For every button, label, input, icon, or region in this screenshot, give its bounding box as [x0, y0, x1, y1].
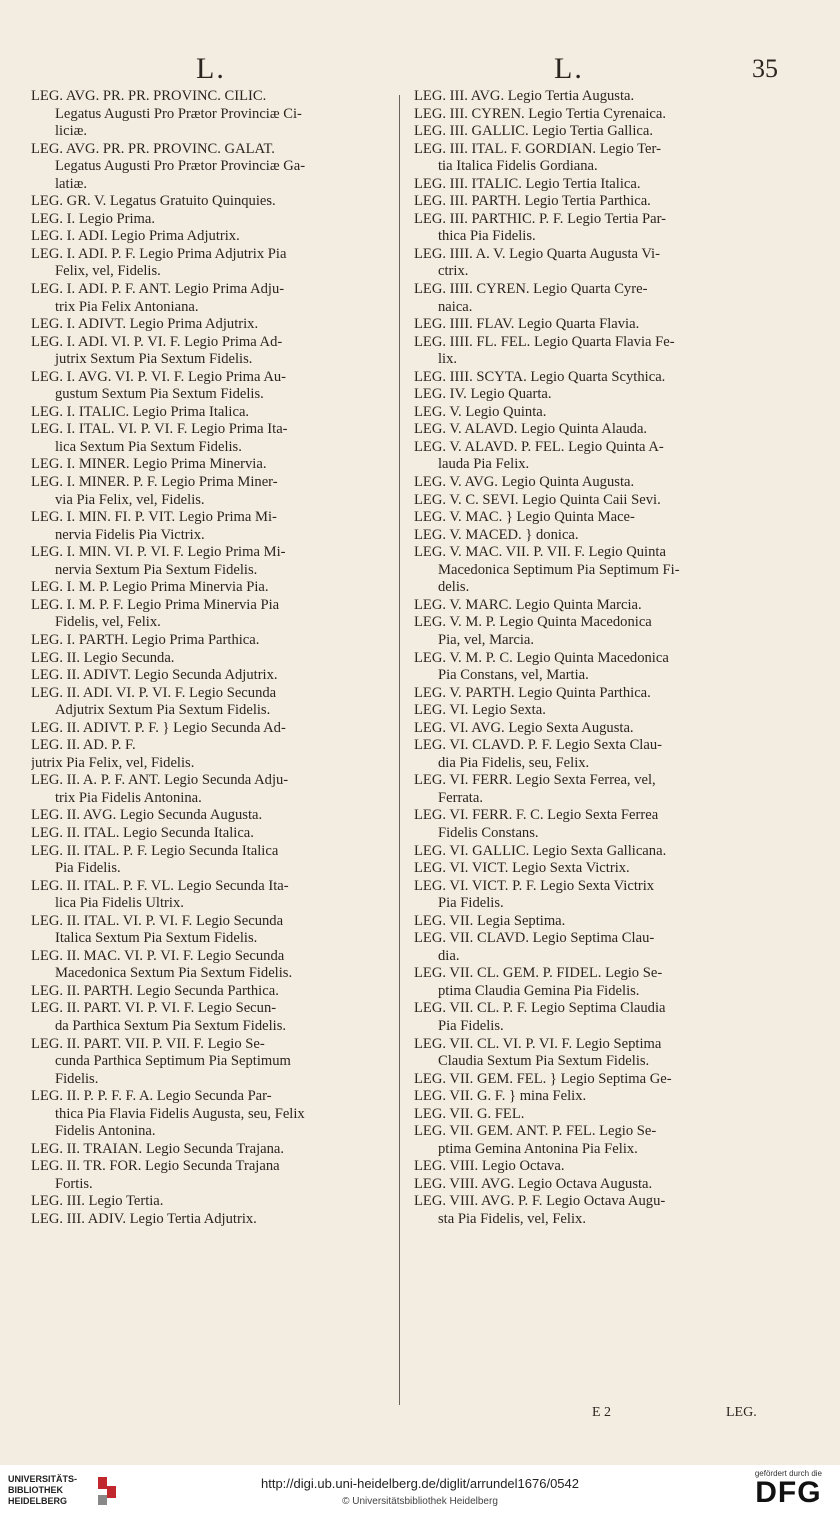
entry-abbreviation-line: LEG. AVG. PR. PR. PROVINC. CILIC. [31, 88, 267, 104]
entry-abbreviation-line: LEG. V. MARC. Legio Quinta Marcia. [414, 596, 642, 613]
legion-entry [31, 667, 391, 685]
legion-entry [414, 720, 772, 738]
entry-abbreviation-line: LEG. III. ITALIC. Legio Tertia Italica. [414, 175, 641, 192]
legion-entry [31, 334, 391, 369]
entry-continuation-line: Fidelis, vel, Felix. [55, 614, 161, 631]
entry-continuation-line: tia Italica Fidelis Gordiana. [438, 158, 598, 175]
entry-abbreviation-line: LEG. II. Legio Secunda. [31, 649, 175, 666]
entry-abbreviation-line: LEG. V. ALAVD. Legio Quinta Alauda. [414, 421, 648, 438]
entry-continuation-line: liciæ. [55, 123, 88, 140]
legion-entry [414, 702, 772, 720]
entry-continuation-line: Legatus Augusti Pro Prætor Provinciæ Ci- [55, 105, 302, 122]
entry-abbreviation-line: LEG. III. GALLIC. Legio Tertia Gallica. [414, 123, 654, 140]
entry-abbreviation-line: LEG. III. PARTHIC. P. F. Legio Tertia Par- [414, 210, 667, 227]
legion-entry [414, 421, 772, 439]
legion-entry [31, 737, 391, 755]
legion-entry [31, 404, 391, 422]
legion-entry [31, 1193, 391, 1211]
legion-entry [31, 1036, 391, 1089]
legion-entry [31, 1088, 391, 1141]
entry-continuation-line: sta Pia Fidelis, vel, Felix. [438, 1211, 586, 1227]
legion-entry [414, 913, 772, 931]
entry-continuation-line: ptima Claudia Gemina Pia Fidelis. [438, 982, 640, 999]
entry-abbreviation-line: LEG. V. M. P. C. Legio Quinta Macedonica [414, 649, 669, 666]
entry-abbreviation-line: LEG. VI. VICT. Legio Sexta Victrix. [414, 860, 630, 877]
entry-abbreviation-line: LEG. VI. GALLIC. Legio Sexta Gallicana. [414, 842, 667, 859]
legion-entry [31, 650, 391, 668]
legion-entry [414, 1123, 772, 1158]
entry-abbreviation-line: LEG. VII. GEM. ANT. P. FEL. Legio Se- [414, 1123, 657, 1140]
entry-abbreviation-line: LEG. III. CYREN. Legio Tertia Cyrenaica. [414, 105, 666, 122]
entry-continuation-line: Fidelis Constans. [438, 824, 539, 841]
legion-entry [31, 772, 391, 807]
legion-entry [31, 579, 391, 597]
legion-entry [31, 878, 391, 913]
legion-entry [414, 737, 772, 772]
entry-abbreviation-line: LEG. IIII. CYREN. Legio Quarta Cyre- [414, 281, 648, 298]
legion-entry [414, 386, 772, 404]
entry-abbreviation-line: LEG. V. ALAVD. P. FEL. Legio Quinta A- [414, 438, 664, 455]
entry-continuation-line: Ferrata. [438, 789, 483, 806]
legion-entry [414, 509, 772, 527]
legion-entry [414, 878, 772, 913]
legion-entry [414, 544, 772, 597]
entry-abbreviation-line: LEG. AVG. PR. PR. PROVINC. GALAT. [31, 140, 275, 157]
entry-abbreviation-line: LEG. IIII. FLAV. Legio Quarta Flavia. [414, 316, 640, 333]
source-url-link[interactable]: http://digi.ub.uni-heidelberg.de/diglit/arrundel1676/0542 [260, 1476, 579, 1491]
entry-abbreviation-line: LEG. I. MINER. P. F. Legio Prima Miner- [31, 474, 278, 491]
entry-abbreviation-line: LEG. II. P. P. F. F. A. Legio Secunda Par- [31, 1088, 272, 1105]
entry-abbreviation-line: LEG. II. AD. P. F. [31, 737, 136, 754]
entry-continuation-line: Pia Fidelis. [438, 895, 504, 912]
entry-continuation-line: cunda Parthica Septimum Pia Septimum [55, 1053, 291, 1070]
legion-entry [31, 88, 391, 141]
legion-entry [31, 281, 391, 316]
entry-continuation-line: thica Pia Flavia Fidelis Augusta, seu, Felix [55, 1105, 305, 1122]
entry-abbreviation-line: LEG. VI. AVG. Legio Sexta Augusta. [414, 719, 634, 736]
entry-abbreviation-line: LEG. V. MAC. VII. P. VII. F. Legio Quinta [414, 544, 666, 561]
entry-abbreviation-line: LEG. VII. CL. GEM. P. FIDEL. Legio Se- [414, 965, 663, 982]
entry-abbreviation-line: LEG. V. MACED. } donica. [414, 526, 579, 543]
entry-abbreviation-line: LEG. VII. CL. VI. P. VI. F. Legio Septima [414, 1035, 662, 1052]
entry-continuation-line: gustum Sextum Pia Sextum Fidelis. [55, 386, 264, 403]
entry-continuation-line: dia Pia Fidelis, seu, Felix. [438, 754, 590, 771]
entry-continuation-line: Macedonica Sextum Pia Sextum Fidelis. [55, 965, 293, 982]
entry-abbreviation-line: LEG. I. M. P. Legio Prima Minervia Pia. [31, 579, 269, 596]
legion-entry [414, 492, 772, 510]
legion-entry [31, 141, 391, 194]
entry-continuation-line: nervia Fidelis Pia Victrix. [55, 526, 205, 543]
entry-continuation-line: lica Pia Fidelis Ultrix. [55, 895, 184, 912]
entry-abbreviation-line: LEG. IIII. A. V. Legio Quarta Augusta Vi- [414, 245, 660, 262]
entry-continuation-line: Italica Sextum Pia Sextum Fidelis. [55, 930, 258, 947]
entry-continuation-line: nervia Sextum Pia Sextum Fidelis. [55, 561, 258, 578]
entry-continuation-line: dia. [438, 947, 460, 964]
funded-by-label: gefördert durch die [754, 1469, 822, 1478]
legion-entry [414, 246, 772, 281]
legion-entry [414, 474, 772, 492]
entry-abbreviation-line: LEG. V. MAC. } Legio Quinta Mace- [414, 509, 635, 526]
institution-line-1: UNIVERSITÄTS- [8, 1474, 78, 1484]
entry-abbreviation-line: LEG. IIII. FL. FEL. Legio Quarta Flavia Fe- [414, 333, 675, 350]
entry-abbreviation-line: LEG. I. ADIVT. Legio Prima Adjutrix. [31, 316, 259, 333]
footer-bar [0, 1465, 840, 1519]
entry-abbreviation-line: LEG. I. Legio Prima. [31, 210, 156, 227]
entry-abbreviation-line: LEG. II. AVG. Legio Secunda Augusta. [31, 807, 263, 824]
entry-continuation-line: naica. [438, 298, 473, 315]
entry-abbreviation-line: LEG. VI. CLAVD. P. F. Legio Sexta Clau- [414, 737, 662, 754]
entry-abbreviation-line: LEG. I. PARTH. Legio Prima Parthica. [31, 631, 260, 648]
entry-abbreviation-line: LEG. II. PART. VI. P. VI. F. Legio Secun- [31, 1000, 277, 1017]
dfg-wordmark: DFG [755, 1476, 822, 1509]
entry-abbreviation-line: LEG. II. TRAIAN. Legio Secunda Trajana. [31, 1140, 285, 1157]
entry-abbreviation-line: LEG. II. ITAL. P. F. Legio Secunda Italica [31, 842, 279, 859]
entry-continuation-line: Adjutrix Sextum Pia Sextum Fidelis. [55, 702, 271, 719]
entry-continuation-line: latiæ. [55, 175, 88, 192]
entry-continuation-line: Pia Fidelis. [55, 860, 121, 877]
legion-entry [31, 474, 391, 509]
legion-entry [414, 527, 772, 545]
entry-abbreviation-line: LEG. IV. Legio Quarta. [414, 386, 552, 403]
entry-continuation-line: lauda Pia Felix. [438, 456, 530, 473]
legion-entry [31, 1000, 391, 1035]
entry-abbreviation-line: LEG. VII. G. F. } mina Felix. [414, 1088, 587, 1105]
legion-entry [414, 614, 772, 649]
entry-abbreviation-line: LEG. VI. Legio Sexta. [414, 702, 546, 719]
legion-entry [414, 176, 772, 194]
legion-entry [414, 650, 772, 685]
entry-abbreviation-line: LEG. VII. CLAVD. Legio Septima Clau- [414, 930, 655, 947]
entry-abbreviation-line: LEG. I. AVG. VI. P. VI. F. Legio Prima Au- [31, 368, 287, 385]
institution-line-3: HEIDELBERG [8, 1496, 68, 1506]
page-number: 35 [752, 54, 778, 83]
entry-abbreviation-line: LEG. I. ADI. P. F. Legio Prima Adjutrix Pia [31, 245, 287, 262]
entry-abbreviation-line: LEG. V. PARTH. Legio Quinta Parthica. [414, 684, 651, 701]
entry-continuation-line: Claudia Sextum Pia Sextum Fidelis. [438, 1053, 650, 1070]
legion-entry [31, 632, 391, 650]
entry-abbreviation-line: LEG. I. MINER. Legio Prima Minervia. [31, 456, 267, 473]
legion-entry [31, 1158, 391, 1193]
entry-abbreviation-line: LEG. VIII. AVG. Legio Octava Augusta. [414, 1175, 653, 1192]
dfg-logo [755, 1469, 822, 1508]
legion-entry [31, 720, 391, 738]
legion-entry [414, 369, 772, 387]
legion-entry [31, 193, 391, 211]
entry-abbreviation-line: LEG. VI. FERR. F. C. Legio Sexta Ferrea [414, 807, 659, 824]
entry-abbreviation-line: LEG. II. ITAL. Legio Secunda Italica. [31, 824, 254, 841]
legion-entry [31, 316, 391, 334]
entry-abbreviation-line: LEG. V. AVG. Legio Quinta Augusta. [414, 474, 635, 491]
entry-abbreviation-line: LEG. III. Legio Tertia. [31, 1193, 164, 1210]
entry-abbreviation-line: LEG. II. ITAL. VI. P. VI. F. Legio Secunda [31, 912, 284, 929]
entry-abbreviation-line: LEG. VII. G. FEL. [414, 1105, 525, 1122]
legion-entry [414, 807, 772, 842]
entry-continuation-line: Pia Fidelis. [438, 1017, 504, 1034]
institution-line-2: BIBLIOTHEK [8, 1485, 63, 1495]
entry-abbreviation-line: LEG. I. MIN. VI. P. VI. F. Legio Prima Mi- [31, 544, 286, 561]
entry-continuation-line: Felix, vel, Fidelis. [55, 263, 161, 280]
entry-abbreviation-line: LEG. III. PARTH. Legio Tertia Parthica. [414, 193, 651, 210]
legion-entry [414, 965, 772, 1000]
entry-continuation-line: ctrix. [438, 263, 469, 280]
entry-abbreviation-line: LEG. III. ADIV. Legio Tertia Adjutrix. [31, 1211, 257, 1227]
legion-entry [414, 334, 772, 369]
legion-entry [414, 193, 772, 211]
right-running-head: L. [554, 52, 584, 85]
entry-continuation-line: jutrix Sextum Pia Sextum Fidelis. [55, 351, 253, 368]
left-running-head: L. [196, 52, 226, 85]
legion-entry [414, 1176, 772, 1194]
legion-entry [414, 1000, 772, 1035]
entry-abbreviation-line: LEG. II. ADI. VI. P. VI. F. Legio Secunda [31, 684, 277, 701]
entry-abbreviation-line: LEG. I. ITAL. VI. P. VI. F. Legio Prima Ita- [31, 421, 288, 438]
entry-abbreviation-line: LEG. I. MIN. FI. P. VIT. Legio Prima Mi- [31, 509, 277, 526]
entry-abbreviation-line: LEG. V. C. SEVI. Legio Quinta Caii Sevi. [414, 491, 661, 508]
entry-continuation-line: Fortis. [55, 1175, 93, 1192]
legion-entry [414, 88, 772, 106]
entry-continuation-line: da Parthica Sextum Pia Sextum Fidelis. [55, 1017, 287, 1034]
legion-entry [31, 544, 391, 579]
entry-continuation-line: thica Pia Fidelis. [438, 228, 536, 245]
entry-abbreviation-line: LEG. II. PARTH. Legio Secunda Parthica. [31, 982, 279, 999]
legion-entry [414, 1088, 772, 1106]
legion-entry [31, 807, 391, 825]
entry-abbreviation-line: LEG. VII. GEM. FEL. } Legio Septima Ge- [414, 1070, 672, 1087]
legion-entry [414, 860, 772, 878]
entry-abbreviation-line: LEG. II. ADIVT. Legio Secunda Adjutrix. [31, 667, 278, 684]
column-divider [399, 95, 400, 1405]
entry-continuation-line: lix. [438, 351, 458, 368]
copyright-notice: © Universitätsbibliothek Heidelberg [342, 1496, 498, 1507]
legion-entry [414, 930, 772, 965]
legion-entry [414, 1193, 772, 1228]
entry-continuation-line: Pia Constans, vel, Martia. [438, 667, 589, 684]
entry-continuation-line: trix Pia Felix Antoniana. [55, 298, 199, 315]
legion-entry [414, 1071, 772, 1089]
legion-entry [31, 1141, 391, 1159]
legion-entry [414, 316, 772, 334]
legion-entry [414, 1158, 772, 1176]
entry-abbreviation-line: LEG. I. ITALIC. Legio Prima Italica. [31, 403, 250, 420]
entry-continuation-line: ptima Gemina Antonina Pia Felix. [438, 1140, 638, 1157]
entry-continuation-line: Legatus Augusti Pro Prætor Provinciæ Ga- [55, 158, 306, 175]
legion-entry [31, 369, 391, 404]
legion-entry [31, 456, 391, 474]
legion-entry [414, 843, 772, 861]
entry-abbreviation-line: LEG. V. M. P. Legio Quinta Macedonica [414, 614, 652, 631]
entry-abbreviation-line: LEG. II. PART. VII. P. VII. F. Legio Se- [31, 1035, 265, 1052]
entry-abbreviation-line: LEG. II. A. P. F. ANT. Legio Secunda Adju- [31, 772, 289, 789]
legion-entry [31, 913, 391, 948]
entry-abbreviation-line: LEG. II. ITAL. P. F. VL. Legio Secunda Ita- [31, 877, 289, 894]
legion-entry [31, 228, 391, 246]
legion-entry [414, 1036, 772, 1071]
catchword: LEG. [726, 1405, 757, 1420]
signature-mark: E 2 [592, 1405, 612, 1420]
entry-continuation-line: Fidelis Antonina. [55, 1123, 156, 1140]
entry-continuation-line: via Pia Felix, vel, Fidelis. [55, 491, 205, 508]
entry-continuation-line: Macedonica Septimum Pia Septimum Fi- [438, 561, 680, 578]
entry-abbreviation-line: LEG. VI. FERR. Legio Sexta Ferrea, vel, [414, 772, 656, 789]
entry-abbreviation-line: LEG. I. ADI. Legio Prima Adjutrix. [31, 228, 240, 245]
entry-abbreviation-line: LEG. VIII. Legio Octava. [414, 1158, 565, 1175]
entry-abbreviation-line: LEG. II. ADIVT. P. F. } Legio Secunda Ad- [31, 719, 286, 736]
entry-abbreviation-line: LEG. III. AVG. Legio Tertia Augusta. [414, 88, 635, 104]
entry-abbreviation-line: jutrix Pia Felix, vel, Fidelis. [31, 754, 195, 771]
legion-entry [31, 983, 391, 1001]
legion-entry [414, 141, 772, 176]
entry-continuation-line: Pia, vel, Marcia. [438, 631, 535, 648]
legion-entry [414, 772, 772, 807]
legion-entry [31, 509, 391, 544]
entry-abbreviation-line: LEG. I. ADI. P. F. ANT. Legio Prima Adju- [31, 281, 285, 298]
entry-abbreviation-line: LEG. VIII. AVG. P. F. Legio Octava Augu- [414, 1193, 666, 1210]
legion-entry [414, 685, 772, 703]
entry-abbreviation-line: LEG. III. ITAL. F. GORDIAN. Legio Ter- [414, 140, 661, 157]
legion-entry [414, 1106, 772, 1124]
legion-entry [31, 825, 391, 843]
legion-entry [414, 439, 772, 474]
entry-abbreviation-line: LEG. VII. CL. P. F. Legio Septima Claudia [414, 1000, 666, 1017]
entry-continuation-line: Fidelis. [55, 1070, 99, 1087]
entry-abbreviation-line: LEG. IIII. SCYTA. Legio Quarta Scythica. [414, 368, 666, 385]
entry-abbreviation-line: LEG. I. M. P. F. Legio Prima Minervia Pia [31, 596, 280, 613]
legion-entry [31, 843, 391, 878]
legion-entry [414, 211, 772, 246]
right-column [414, 88, 772, 1229]
legion-entry [414, 281, 772, 316]
left-column [31, 88, 391, 1229]
entry-abbreviation-line: LEG. VII. Legia Septima. [414, 912, 566, 929]
legion-entry [31, 755, 391, 773]
legion-entry [414, 404, 772, 422]
legion-entry [31, 948, 391, 983]
legion-entry [31, 211, 391, 229]
legion-entry [31, 597, 391, 632]
entry-abbreviation-line: LEG. II. TR. FOR. Legio Secunda Trajana [31, 1158, 280, 1175]
legion-entry [31, 1211, 391, 1229]
entry-abbreviation-line: LEG. GR. V. Legatus Gratuito Quinquies. [31, 193, 276, 210]
legion-entry [31, 246, 391, 281]
entry-abbreviation-line: LEG. V. Legio Quinta. [414, 403, 547, 420]
legion-entry [414, 123, 772, 141]
entry-abbreviation-line: LEG. II. MAC. VI. P. VI. F. Legio Secunda [31, 947, 285, 964]
legion-entry [414, 106, 772, 124]
legion-entry [31, 685, 391, 720]
entry-continuation-line: lica Sextum Pia Sextum Fidelis. [55, 438, 242, 455]
entry-continuation-line: trix Pia Fidelis Antonina. [55, 789, 202, 806]
entry-continuation-line: delis. [438, 579, 470, 596]
legion-entry [31, 421, 391, 456]
entry-abbreviation-line: LEG. VI. VICT. P. F. Legio Sexta Victrix [414, 877, 655, 894]
entry-abbreviation-line: LEG. I. ADI. VI. P. VI. F. Legio Prima Ad- [31, 333, 283, 350]
legion-entry [414, 597, 772, 615]
